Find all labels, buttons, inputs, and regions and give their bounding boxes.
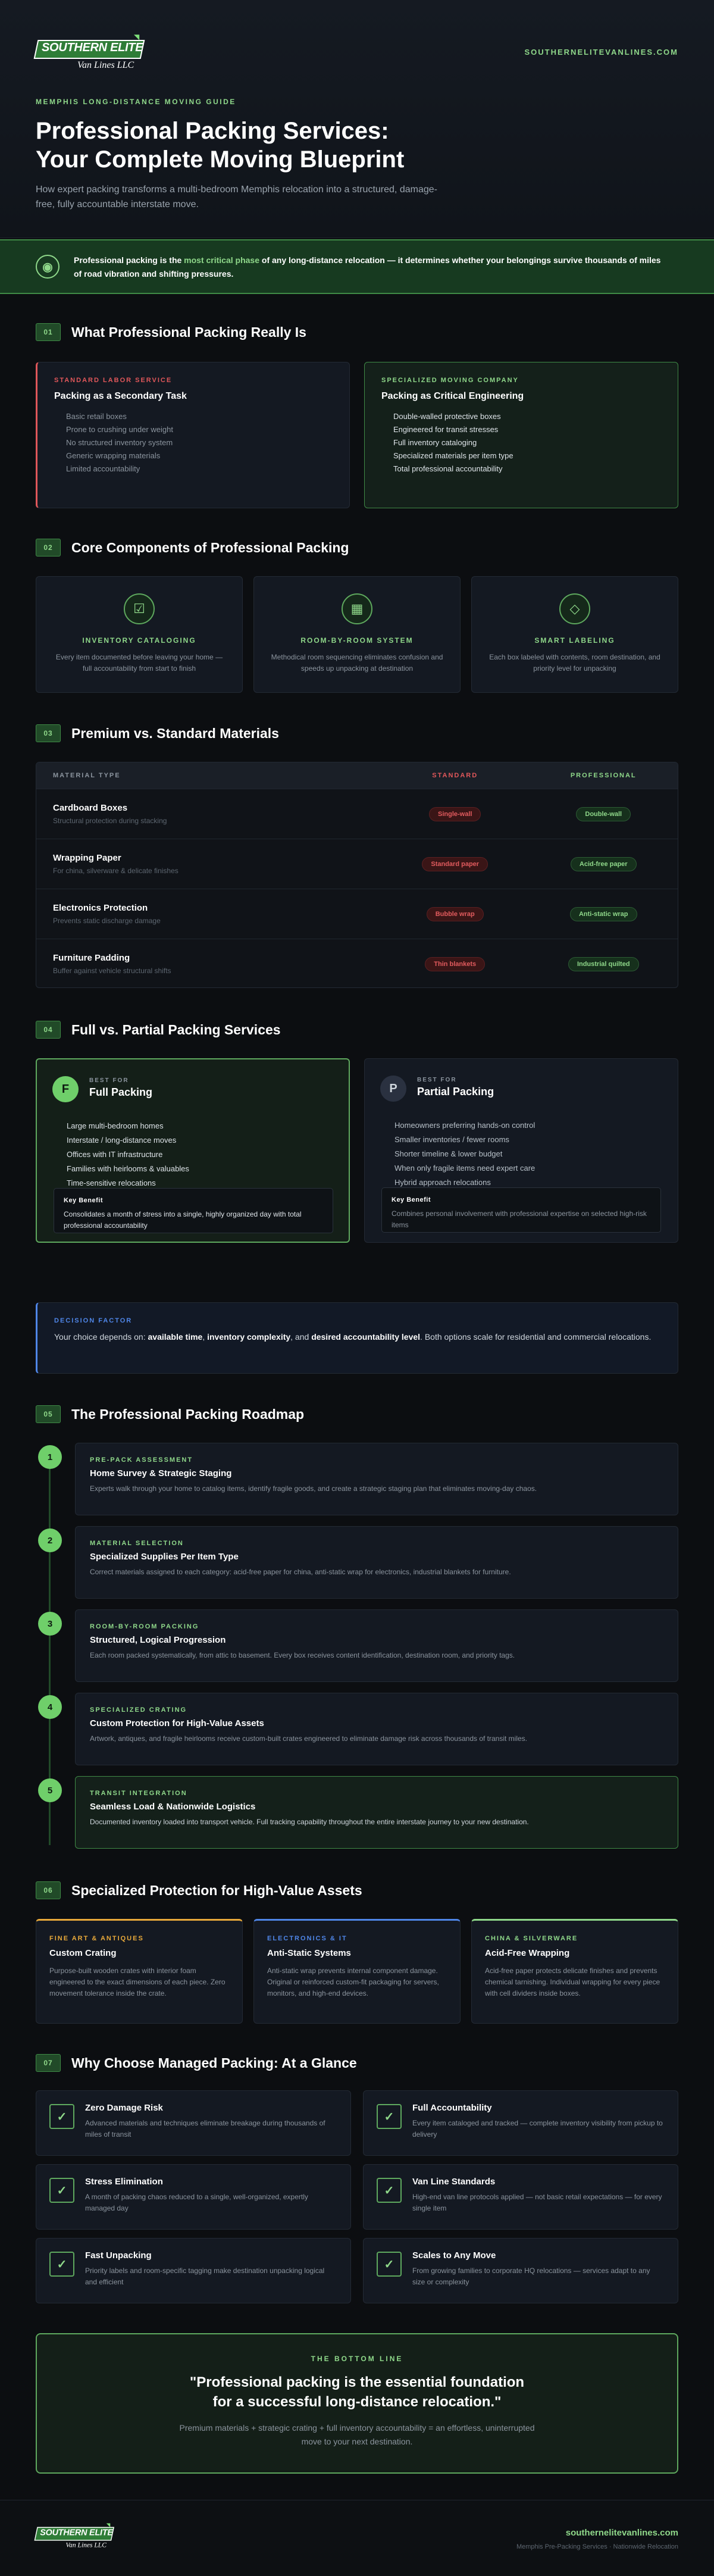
title-line-2: Your Complete Moving Blueprint [36,146,405,173]
step-number: 1 [38,1445,62,1469]
card-title: Custom Crating [49,1948,117,1958]
benefit-title: Stress Elimination [85,2177,163,2187]
card-tag: ELECTRONICS & IT [267,1935,347,1942]
logo-text-top: SOUTHERN ELITE [42,41,143,54]
benefit-desc: From growing families to corporate HQ relocations — services adapt to any size or complexity [412,2266,650,2286]
list-item: Large multi-bedroom homes [67,1121,164,1130]
footer-logo[interactable] [36,2522,115,2550]
site-url-link[interactable]: SOUTHERNELITEVANLINES.COM [524,48,678,57]
standard-badge: Single-wall [429,807,481,821]
professional-badge: Anti-static wrap [570,907,637,921]
material-name: Cardboard Boxes [53,803,128,813]
logo-text-top: SOUTHERN ELITE [40,2528,113,2537]
card-title: Full Packing [89,1086,153,1098]
list-item: Smaller inventories / fewer rooms [394,1135,509,1144]
key-benefit-box [381,1187,661,1233]
section-04-header [36,1019,281,1040]
material-name: Wrapping Paper [53,853,121,863]
benefit-title: Zero Damage Risk [85,2103,163,2113]
grid-icon: ▦ [342,593,372,624]
benefit-card [363,2164,678,2230]
section-title: The Professional Packing Roadmap [71,1406,305,1422]
key-benefit-title: Key Benefit [64,1197,104,1204]
insight-text: Professional packing is the most critical phase of any long-distance relocation — it determines whether your belongings survive thousands of miles of road vibration and shifting pressures. [74,255,661,279]
step-title: Home Survey & Strategic Staging [90,1468,232,1478]
step-desc: Correct materials assigned to each category: acid-free paper for china, anti-static wrap for electronics, industrial blankets for furniture. [90,1568,511,1576]
benefit-title: Van Line Standards [412,2177,496,2187]
benefit-title: Full Accountability [412,2103,492,2113]
standard-badge: Thin blankets [425,957,485,971]
benefit-desc: Every item cataloged and tracked — complete inventory visibility from pickup to delivery [412,2119,663,2139]
info-circle-icon: ◉ [36,255,60,279]
logo-text-bottom: Van Lines LLC [65,2541,107,2549]
step-number: 4 [38,1695,62,1719]
list-item: No structured inventory system [66,438,173,447]
card-tag: FINE ART & ANTIQUES [49,1935,144,1942]
material-desc: For china, silverware & delicate finishes [53,867,178,875]
decision-text: Your choice depends on: available time, inventory complexity, and desired accountability level. Both options scale for residential and commercial relocations. [54,1332,652,1342]
section-05-header [36,1403,304,1425]
checkmark-icon: ✓ [377,2178,402,2203]
material-desc: Buffer against vehicle structural shifts [53,967,171,975]
step-number: 3 [38,1612,62,1636]
list-item: Homeowners preferring hands-on control [394,1121,536,1130]
section-title: Premium vs. Standard Materials [71,725,279,741]
checkmark-icon: ✓ [49,2252,74,2277]
tag-icon: ◇ [559,593,590,624]
material-desc: Prevents static discharge damage [53,917,161,925]
section-title: Specialized Protection for High-Value Assets [71,1882,362,1898]
decision-factor-box [36,1302,678,1374]
decision-tag: DECISION FACTOR [54,1317,133,1324]
list-item: When only fragile items need expert care [394,1164,536,1173]
table-header [36,762,678,789]
list-item: Basic retail boxes [66,412,127,421]
card-desc: Each box labeled with contents, room destination, and priority level for unpacking [489,653,660,673]
step-title: Structured, Logical Progression [90,1635,226,1645]
key-benefit-desc: Consolidates a month of stress into a single, highly organized day with total professional accountability [64,1210,302,1230]
table-row [36,789,678,839]
card-desc: Every item documented before leaving your home — full accountability from start to finish [55,653,223,673]
step-title: Seamless Load & Nationwide Logistics [90,1802,256,1812]
section-title: Full vs. Partial Packing Services [71,1021,281,1037]
component-card-room [253,576,461,693]
list-item: Interstate / long-distance moves [67,1136,177,1145]
section-number: 04 [36,1021,61,1039]
hero-subtitle: How expert packing transforms a multi-bedroom Memphis relocation into a structured, damage-free, fully accountable interstate move. [36,185,437,210]
section-number: 01 [36,323,61,341]
roadmap-step [75,1526,678,1599]
card-title: Packing as Critical Engineering [381,391,524,401]
section-title: Why Choose Managed Packing: At a Glance [71,2055,357,2071]
specialized-company-card [364,362,678,508]
step-desc: Each room packed systematically, from attic to basement. Every box receives content identification, destination room, and priority tags. [90,1651,515,1659]
step-tag: PRE-PACK ASSESSMENT [90,1456,193,1464]
step-tag: MATERIAL SELECTION [90,1540,184,1547]
step-tag: ROOM-BY-ROOM PACKING [90,1623,199,1630]
partial-packing-icon: P [380,1076,406,1102]
card-tag: SPECIALIZED MOVING COMPANY [381,377,519,384]
key-insight-banner [0,239,714,294]
benefit-card [363,2090,678,2156]
bottom-line-quote: "Professional packing is the essential foundation for a successful long-distance relocation." [189,2374,525,2410]
insight-highlight: most critical phase [184,255,259,265]
footer-caption: Memphis Pre-Packing Services · Nationwide Relocation [516,2543,678,2550]
benefit-desc: Advanced materials and techniques eliminate breakage during thousands of miles of transit [85,2119,325,2139]
card-desc: Acid-free paper protects delicate finishes and prevents chemical tarnishing. Individual wrapping for every piece with cell dividers inside boxes. [485,1967,660,1997]
logo-arrow-icon: ◥ [106,2522,111,2528]
standard-badge: Bubble wrap [427,907,484,921]
section-number: 03 [36,724,61,742]
card-title: SMART LABELING [534,636,615,645]
list-item: Engineered for transit stresses [393,425,499,434]
card-desc: Anti-static wrap prevents internal component damage. Original or reinforced custom-fit packaging for servers, monitors, and high-end devices. [267,1967,439,1997]
protection-card-art [36,1919,243,2024]
footer [0,2500,714,2576]
section-title: What Professional Packing Really Is [71,324,306,340]
list-item: Shorter timeline & lower budget [394,1149,503,1158]
checklist-icon: ☑ [124,593,155,624]
professional-badge: Double-wall [576,807,631,821]
roadmap-step [75,1443,678,1515]
card-tag: CHINA & SILVERWARE [485,1935,578,1942]
checkmark-icon: ✓ [49,2178,74,2203]
benefit-card [36,2164,351,2230]
logo-arrow-icon: ◥ [134,33,140,41]
bottom-line-desc: Premium materials + strategic crating + full inventory accountability = an effortless, uninterrupted move to your next destination. [179,2423,535,2446]
material-name: Electronics Protection [53,903,148,913]
roadmap-step [75,1776,678,1849]
checkmark-icon: ✓ [49,2104,74,2129]
list-item: Limited accountability [66,464,140,473]
card-desc: Methodical room sequencing eliminates confusion and speeds up unpacking at destination [271,653,443,673]
benefit-card [363,2238,678,2303]
best-for-label: BEST FOR [89,1077,129,1084]
company-logo[interactable] [36,33,146,72]
standard-labor-card [36,362,350,508]
list-item: Double-walled protective boxes [393,412,501,421]
col-header-standard: STANDARD [432,772,478,779]
protection-card-electronics [253,1919,461,2024]
protection-card-china [471,1919,678,2024]
list-item: Families with heirlooms & valuables [67,1164,189,1173]
bottom-line-box [36,2333,678,2474]
step-desc: Experts walk through your home to catalog items, identify fragile goods, and create a strategic staging plan that eliminates moving-day chaos. [90,1484,537,1493]
card-title: Acid-Free Wrapping [485,1948,570,1958]
step-number: 5 [38,1778,62,1802]
benefit-title: Fast Unpacking [85,2250,152,2261]
component-card-labeling [471,576,678,693]
card-tag: STANDARD LABOR SERVICE [54,377,173,384]
component-card-inventory [36,576,243,693]
section-number: 06 [36,1881,61,1899]
section-07-header [36,2052,357,2074]
step-tag: SPECIALIZED CRATING [90,1706,187,1714]
table-row [36,889,678,939]
benefit-desc: Priority labels and room-specific tagging make destination unpacking logical and efficient [85,2266,325,2286]
step-number: 2 [38,1528,62,1552]
table-row [36,939,678,988]
key-benefit-box [54,1188,333,1233]
partial-packing-card [364,1058,678,1243]
col-header-material: MATERIAL TYPE [53,772,121,779]
footer-url-link[interactable]: southernelitevanlines.com [565,2528,678,2538]
roadmap-step [75,1609,678,1682]
card-title: ROOM-BY-ROOM SYSTEM [300,636,414,645]
col-header-professional: PROFESSIONAL [570,772,637,779]
full-packing-card [36,1058,350,1243]
logo-text-bottom: Van Lines LLC [77,60,134,70]
list-item: Generic wrapping materials [66,451,161,460]
step-title: Custom Protection for High-Value Assets [90,1718,264,1728]
list-item: Offices with IT infrastructure [67,1150,163,1159]
professional-badge: Acid-free paper [571,857,637,871]
section-01-header [36,321,306,343]
step-desc: Artwork, antiques, and fragile heirlooms receive custom-built crates engineered to eliminate damage risk across thousands of transit miles. [90,1734,528,1743]
list-item: Full inventory cataloging [393,438,477,447]
section-number: 05 [36,1405,61,1423]
benefit-card [36,2090,351,2156]
benefit-desc: High-end van line protocols applied — not basic retail expectations — for every single item [412,2193,662,2212]
step-desc: Documented inventory loaded into transport vehicle. Full tracking capability throughout the entire interstate journey to your new destination. [90,1818,529,1826]
standard-badge: Standard paper [422,857,488,871]
title-line-1: Professional Packing Services: [36,118,389,144]
key-benefit-desc: Combines personal involvement with professional expertise on selected high-risk items [392,1209,647,1229]
full-packing-icon: F [52,1076,79,1102]
list-item: Total professional accountability [393,464,503,473]
material-desc: Structural protection during stacking [53,817,167,825]
key-benefit-title: Key Benefit [392,1196,431,1203]
page-title [36,117,571,174]
checkmark-icon: ✓ [377,2252,402,2277]
checkmark-icon: ✓ [377,2104,402,2129]
step-tag: TRANSIT INTEGRATION [90,1790,187,1797]
materials-table [36,762,678,988]
benefit-card [36,2238,351,2303]
best-for-label: BEST FOR [417,1077,457,1083]
benefit-title: Scales to Any Move [412,2250,496,2261]
section-number: 07 [36,2054,61,2072]
section-title: Core Components of Professional Packing [71,539,349,555]
section-02-header [36,537,349,558]
section-06-header [36,1880,362,1901]
benefit-desc: A month of packing chaos reduced to a single, well-organized, expertly managed day [85,2193,308,2212]
section-number: 02 [36,539,61,557]
card-title: Packing as a Secondary Task [54,391,187,401]
material-name: Furniture Padding [53,953,130,963]
list-item: Hybrid approach relocations [394,1178,491,1187]
card-desc: Purpose-built wooden crates with interior foam engineered to the exact dimensions of each piece. Zero movement tolerance inside the crate. [49,1967,226,1997]
step-title: Specialized Supplies Per Item Type [90,1552,239,1562]
bottom-line-tag: THE BOTTOM LINE [311,2355,403,2363]
roadmap-step [75,1693,678,1765]
list-item: Time-sensitive relocations [67,1178,156,1187]
card-title: Anti-Static Systems [267,1948,351,1958]
list-item: Prone to crushing under weight [66,425,173,434]
list-item: Specialized materials per item type [393,451,513,460]
professional-badge: Industrial quilted [568,957,639,971]
hero-eyebrow: MEMPHIS LONG-DISTANCE MOVING GUIDE [36,98,236,106]
table-row [36,839,678,889]
card-title: Partial Packing [417,1086,494,1098]
hero-header [0,0,714,238]
section-03-header [36,723,279,744]
card-title: INVENTORY CATALOGING [82,636,196,645]
